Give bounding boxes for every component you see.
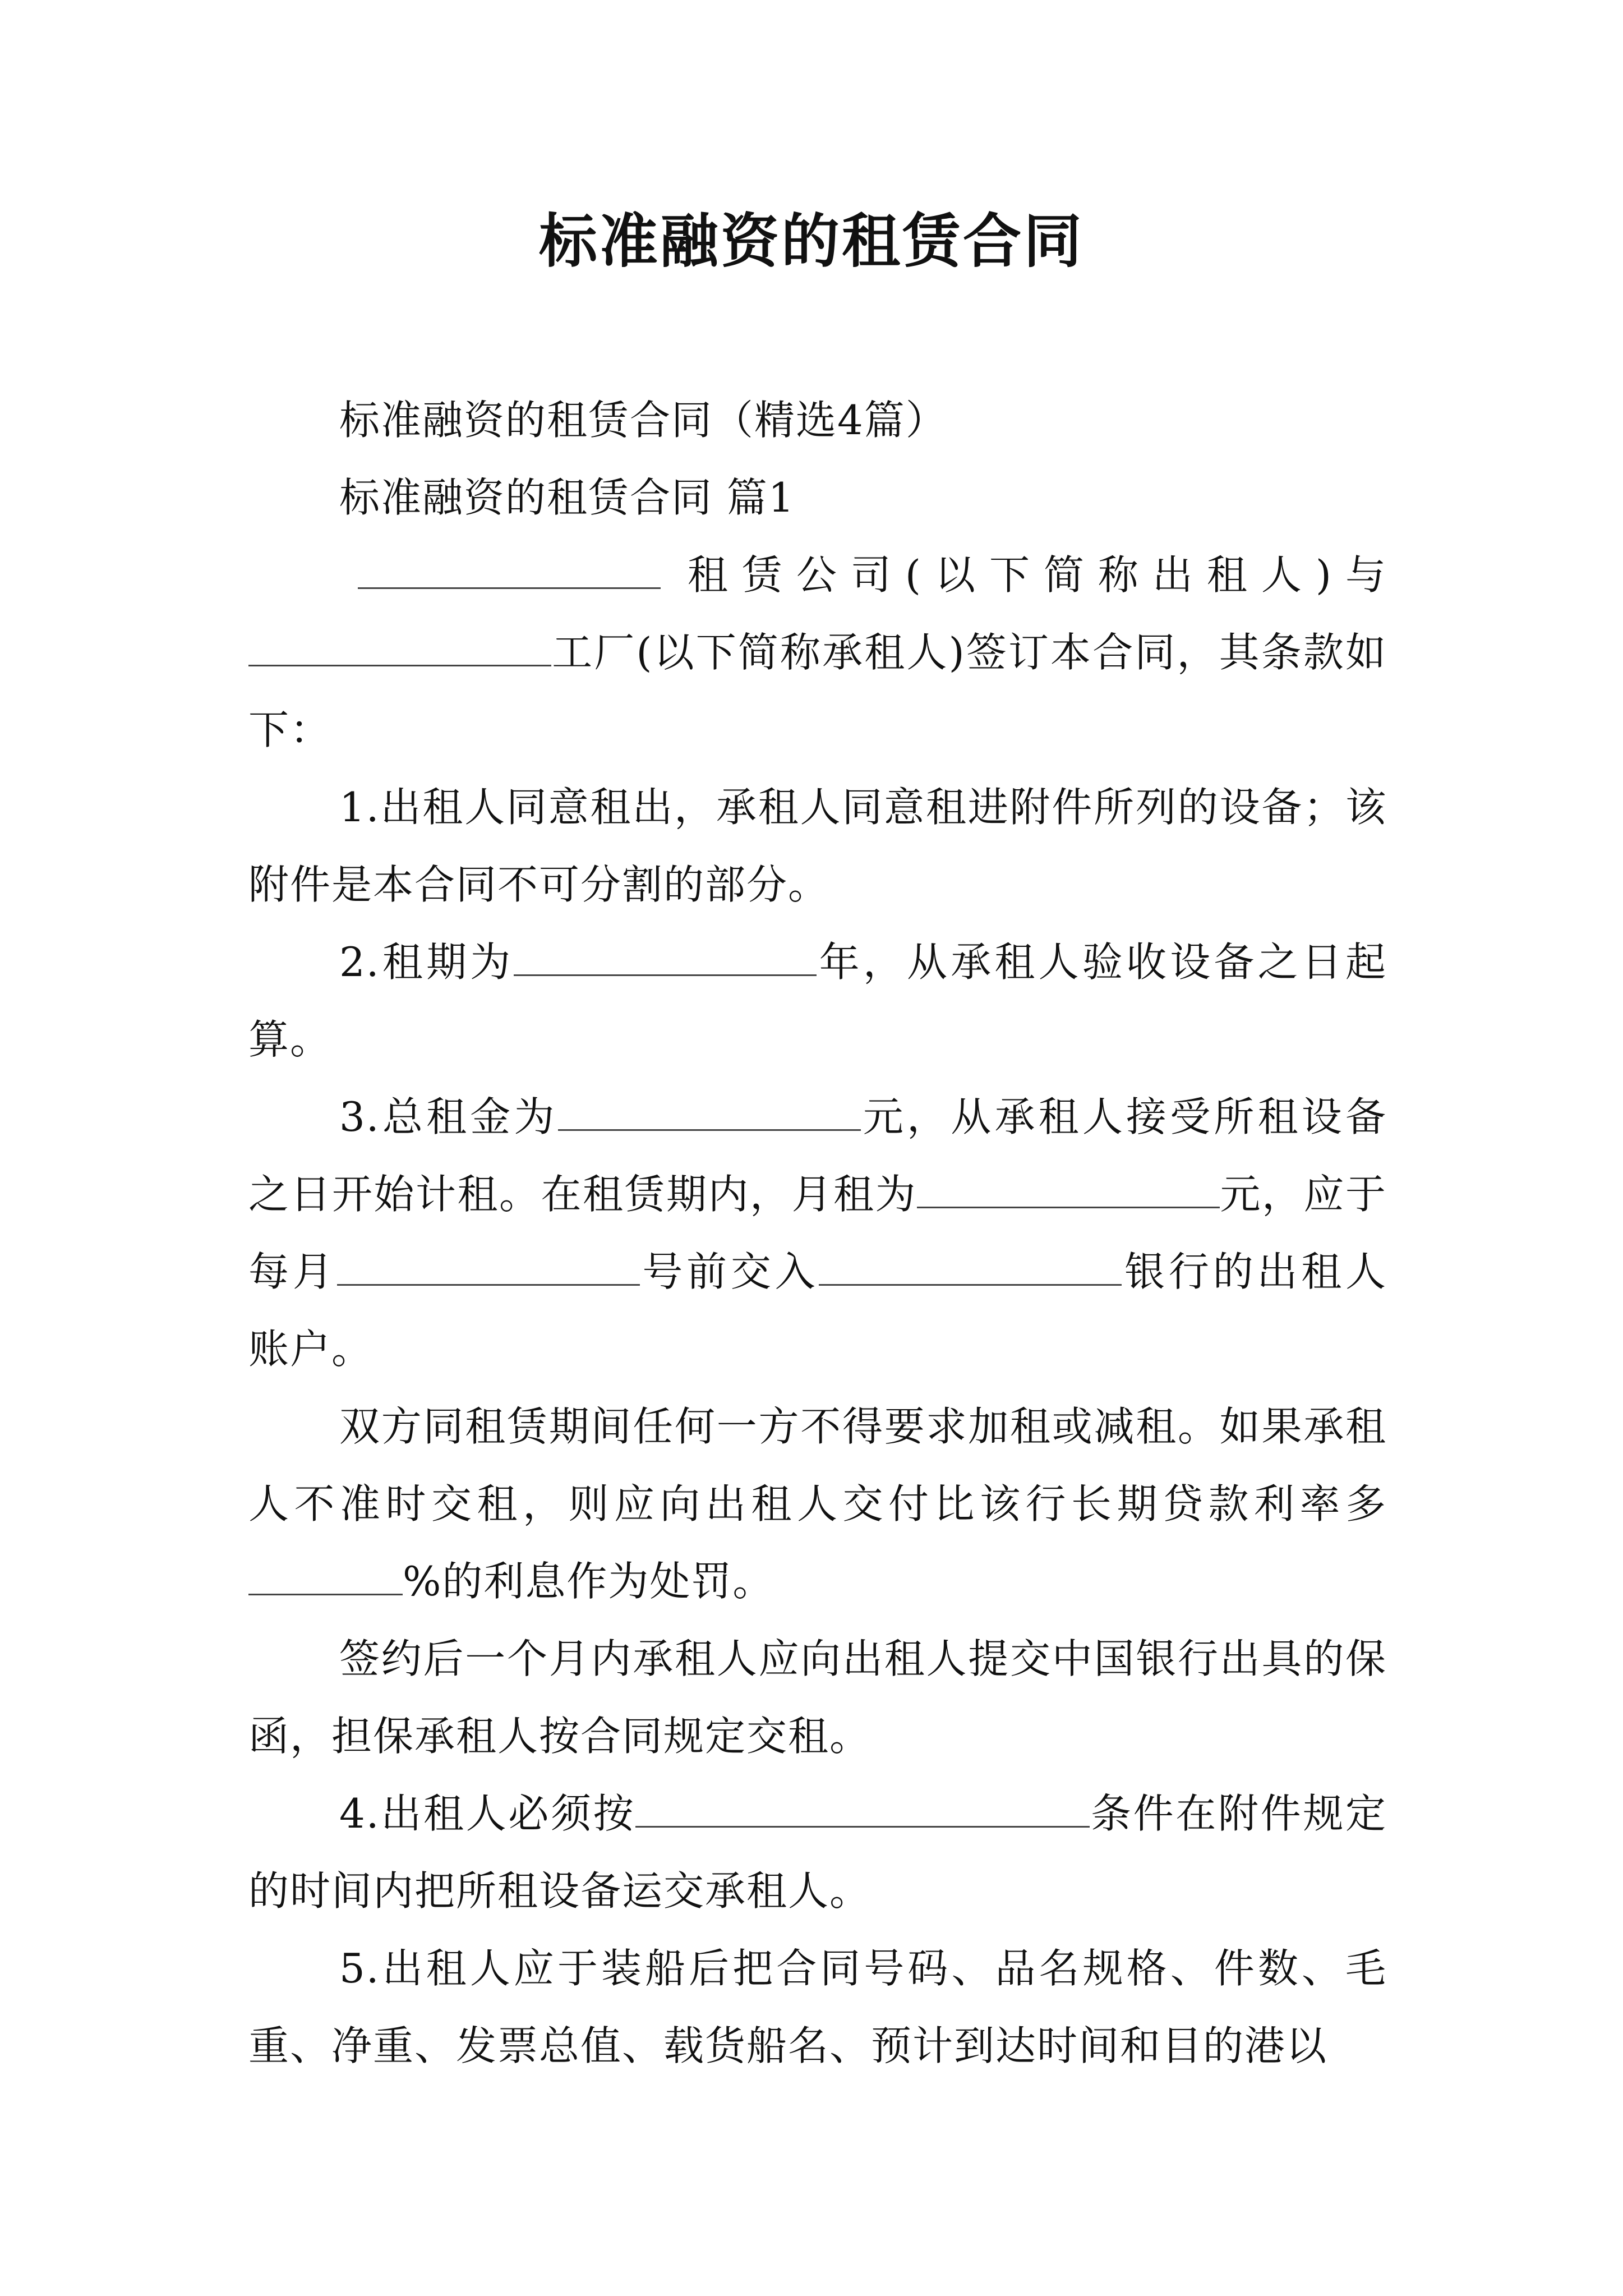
paragraph-text: 5.出租人应于装船后把合同号码、品名规格、件数、毛重、净重、发票总值、载货船名、预计到达时间和目的港以 xyxy=(248,1945,1387,2069)
blank-line xyxy=(358,548,661,589)
paragraph-text: 双方同租赁期间任何一方不得要求加租或减租。如果承租人不准时交租，则应向出租人交付比该行长期贷款利率多 xyxy=(248,1403,1387,1527)
paragraph xyxy=(248,614,1387,769)
paragraph-text: 标准融资的租赁合同 篇1 xyxy=(339,474,795,521)
blank-line xyxy=(917,1167,1220,1208)
paragraph-text: 年，从承租人验收设备之日起算。 xyxy=(248,938,1387,1063)
paragraph-text: 1.出租人同意租出，承租人同意租进附件所列的设备；该附件是本合同不可分割的部分。 xyxy=(248,784,1387,908)
paragraph-text: 银行的出租人账户。 xyxy=(248,1248,1387,1373)
blank-line xyxy=(635,1787,1090,1828)
paragraph-text: 4.出租人必须按 xyxy=(339,1790,636,1837)
blank-line xyxy=(819,1245,1122,1286)
paragraph xyxy=(248,1078,1387,1388)
paragraph-text: 元，从承租人接受所租设备之日开始计租。在租赁期内，月租为 xyxy=(248,1093,1387,1218)
blank-line xyxy=(514,935,817,976)
paragraph-text: 号前交入 xyxy=(639,1248,819,1295)
paragraph-text: 2.租期为 xyxy=(339,938,514,986)
document-title: 标准融资的租赁合同 xyxy=(538,206,1084,275)
paragraph xyxy=(248,1388,1387,1620)
paragraph-text: 工厂(以下简称承租人)签订本合同，其条款如下： xyxy=(248,629,1387,753)
blank-line xyxy=(248,625,551,666)
paragraph xyxy=(248,1930,1387,2085)
paragraph xyxy=(248,381,1387,459)
blank-line xyxy=(558,1090,861,1131)
document-body xyxy=(248,381,1387,2085)
paragraph-text: 条件在附件规定的时间内把所租设备运交承租人。 xyxy=(248,1790,1387,1915)
paragraph-text: %的利息作为处罚。 xyxy=(403,1558,774,1605)
paragraph xyxy=(248,769,1387,923)
paragraph xyxy=(248,1775,1387,1930)
paragraph xyxy=(248,1620,1387,1775)
paragraph-text: 元，应于每月 xyxy=(248,1171,1387,1295)
paragraph-text: 标准融资的租赁合同（精选4篇） xyxy=(339,397,947,444)
blank-line xyxy=(248,1554,403,1595)
paragraph-text: 3.总租金为 xyxy=(339,1093,558,1140)
paragraph xyxy=(248,459,1387,536)
paragraph-text: 签约后一个月内承租人应向出租人提交中国银行出具的保函，担保承租人按合同规定交租。 xyxy=(248,1635,1387,1760)
blank-line xyxy=(337,1245,640,1286)
paragraph xyxy=(248,923,1387,1078)
paragraph-text: 租赁公司(以下简称出租人)与 xyxy=(687,551,1387,599)
paragraph xyxy=(248,536,1387,614)
